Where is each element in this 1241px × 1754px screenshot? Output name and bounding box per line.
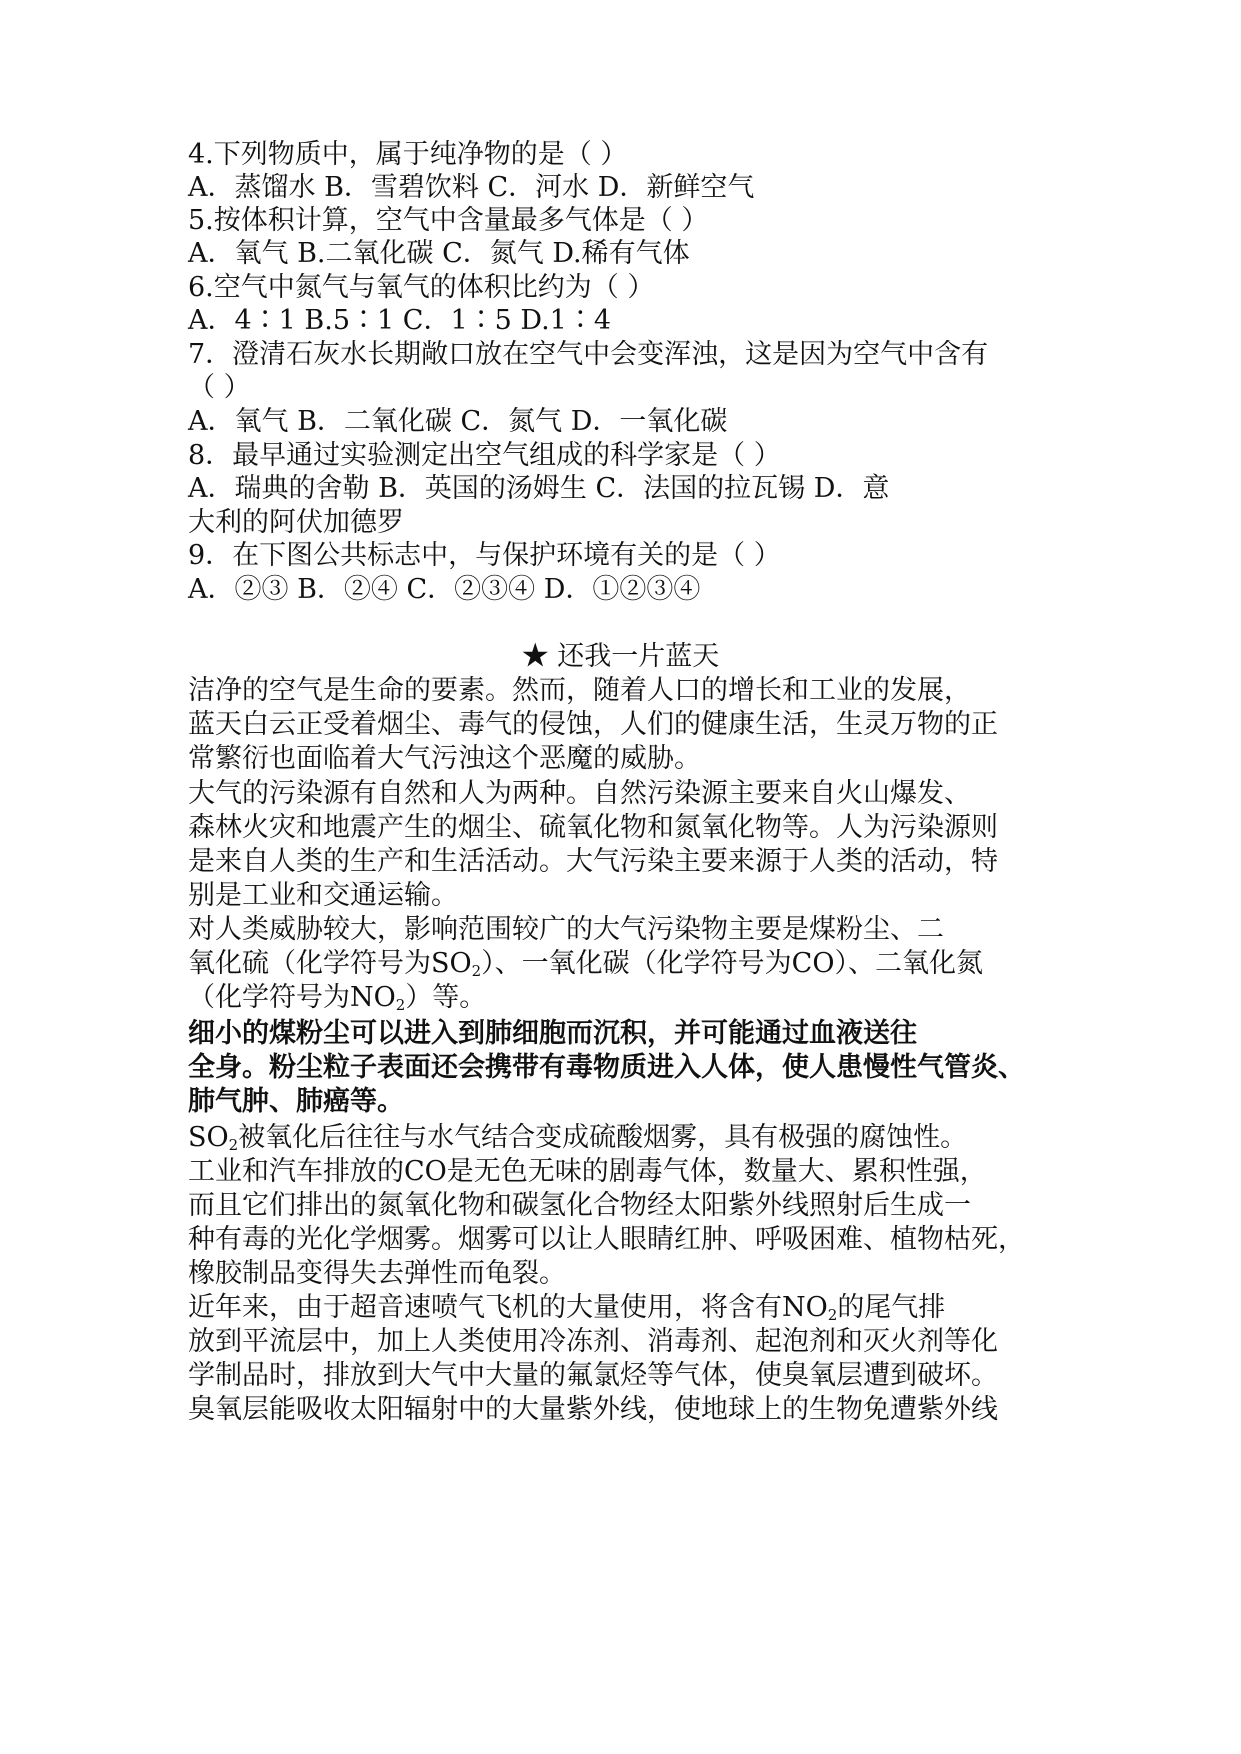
paragraph-4-bold-line: 细小的煤粉尘可以进入到肺细胞而沉积，并可能通过血液送往	[188, 1018, 917, 1049]
article-title: ★ 还我一片蓝天	[521, 641, 720, 672]
text-span: ）等。	[405, 982, 487, 1013]
paragraph-1-line: 蓝天白云正受着烟尘、毒气的侵蚀，人们的健康生活，生灵万物的正	[188, 709, 998, 740]
question-9-stem: 9．在下图公共标志中，与保护环境有关的是（ ）	[188, 540, 781, 571]
paragraph-3-line: 对人类威胁较大，影响范围较广的大气污染物主要是煤粉尘、二	[188, 914, 944, 945]
subscript: 2	[827, 1306, 838, 1324]
text-span: （化学符号为NO	[188, 982, 396, 1013]
paragraph-5-line: 种有毒的光化学烟雾。烟雾可以让人眼睛红肿、呼吸困难、植物枯死，	[188, 1224, 1025, 1255]
question-5-options: A．氧气 B.二氧化碳 C．氮气 D.稀有气体	[188, 238, 690, 269]
paragraph-2-line: 是来自人类的生产和生活活动。大气污染主要来源于人类的活动，特	[188, 846, 998, 877]
question-8-options-continued: 大利的阿伏加德罗	[188, 507, 404, 538]
paragraph-5-line: 而且它们排出的氮氧化物和碳氢化合物经太阳紫外线照射后生成一	[188, 1190, 971, 1221]
text-span: 被氧化后往往与水气结合变成硫酸烟雾，具有极强的腐蚀性。	[238, 1122, 968, 1153]
text-span: ）、一氧化碳（化学符号为CO）、二氧化氮	[481, 948, 983, 979]
subscript: 2	[395, 996, 406, 1014]
paragraph-5-line: 工业和汽车排放的CO是无色无味的剧毒气体，数量大、累积性强，	[188, 1156, 987, 1187]
paragraph-4-bold-line: 全身。粉尘粒子表面还会携带有毒物质进入人体，使人患慢性气管炎、	[188, 1052, 1025, 1083]
question-9-options: A．②③ B．②④ C．②③④ D．①②③④	[188, 574, 701, 605]
paragraph-4-bold-line: 肺气肿、肺癌等。	[188, 1086, 404, 1117]
paragraph-1-line: 洁净的空气是生命的要素。然而，随着人口的增长和工业的发展，	[188, 675, 971, 706]
paragraph-1-line: 常繁衍也面临着大气污浊这个恶魔的威胁。	[188, 743, 701, 774]
text-span: 氧化硫（化学符号为SO	[188, 948, 472, 979]
text-span: 的尾气排	[837, 1292, 946, 1323]
paragraph-6-line: 学制品时，排放到大气中大量的氟氯烃等气体，使臭氧层遭到破坏。	[188, 1360, 998, 1391]
subscript: 2	[471, 962, 482, 980]
question-8-options: A．瑞典的舍勒 B．英国的汤姆生 C．法国的拉瓦锡 D．意	[188, 473, 890, 504]
paragraph-3-line	[188, 946, 1058, 982]
question-6-stem: 6.空气中氮气与氧气的体积比约为（ ）	[188, 272, 655, 303]
paragraph-6-line: 放到平流层中，加上人类使用冷冻剂、消毒剂、起泡剂和灭火剂等化	[188, 1326, 998, 1357]
paragraph-2-line: 大气的污染源有自然和人为两种。自然污染源主要来自火山爆发、	[188, 778, 971, 809]
paragraph-6-line: 臭氧层能吸收太阳辐射中的大量紫外线，使地球上的生物免遭紫外线	[188, 1394, 998, 1425]
subscript: 2	[228, 1136, 239, 1154]
text-span: SO	[188, 1122, 229, 1153]
question-8-stem: 8．最早通过实验测定出空气组成的科学家是（ ）	[188, 440, 781, 471]
question-7-stem: 7．澄清石灰水长期敞口放在空气中会变浑浊，这是因为空气中含有	[188, 339, 989, 370]
question-4-options: A．蒸馏水 B．雪碧饮料 C．河水 D．新鲜空气	[188, 172, 755, 203]
question-5-stem: 5.按体积计算，空气中含量最多气体是（ ）	[188, 205, 709, 236]
paragraph-5-line	[188, 1120, 1058, 1156]
paragraph-6-line	[188, 1290, 1058, 1326]
question-7-stem-continued: （ ）	[188, 372, 251, 403]
paragraph-5-line: 橡胶制品变得失去弹性而龟裂。	[188, 1258, 566, 1289]
paragraph-2-line: 别是工业和交通运输。	[188, 880, 458, 911]
question-4-stem: 4.下列物质中，属于纯净物的是（ ）	[188, 139, 628, 170]
question-6-options: A．4∶1 B.5∶1 C．1∶5 D.1∶4	[188, 305, 612, 336]
paragraph-2-line: 森林火灾和地震产生的烟尘、硫氧化物和氮氧化物等。人为污染源则	[188, 812, 998, 843]
text-span: 近年来，由于超音速喷气飞机的大量使用，将含有NO	[188, 1292, 828, 1323]
question-7-options: A．氧气 B．二氧化碳 C．氮气 D．一氧化碳	[188, 406, 728, 437]
paragraph-3-line	[188, 980, 1058, 1016]
